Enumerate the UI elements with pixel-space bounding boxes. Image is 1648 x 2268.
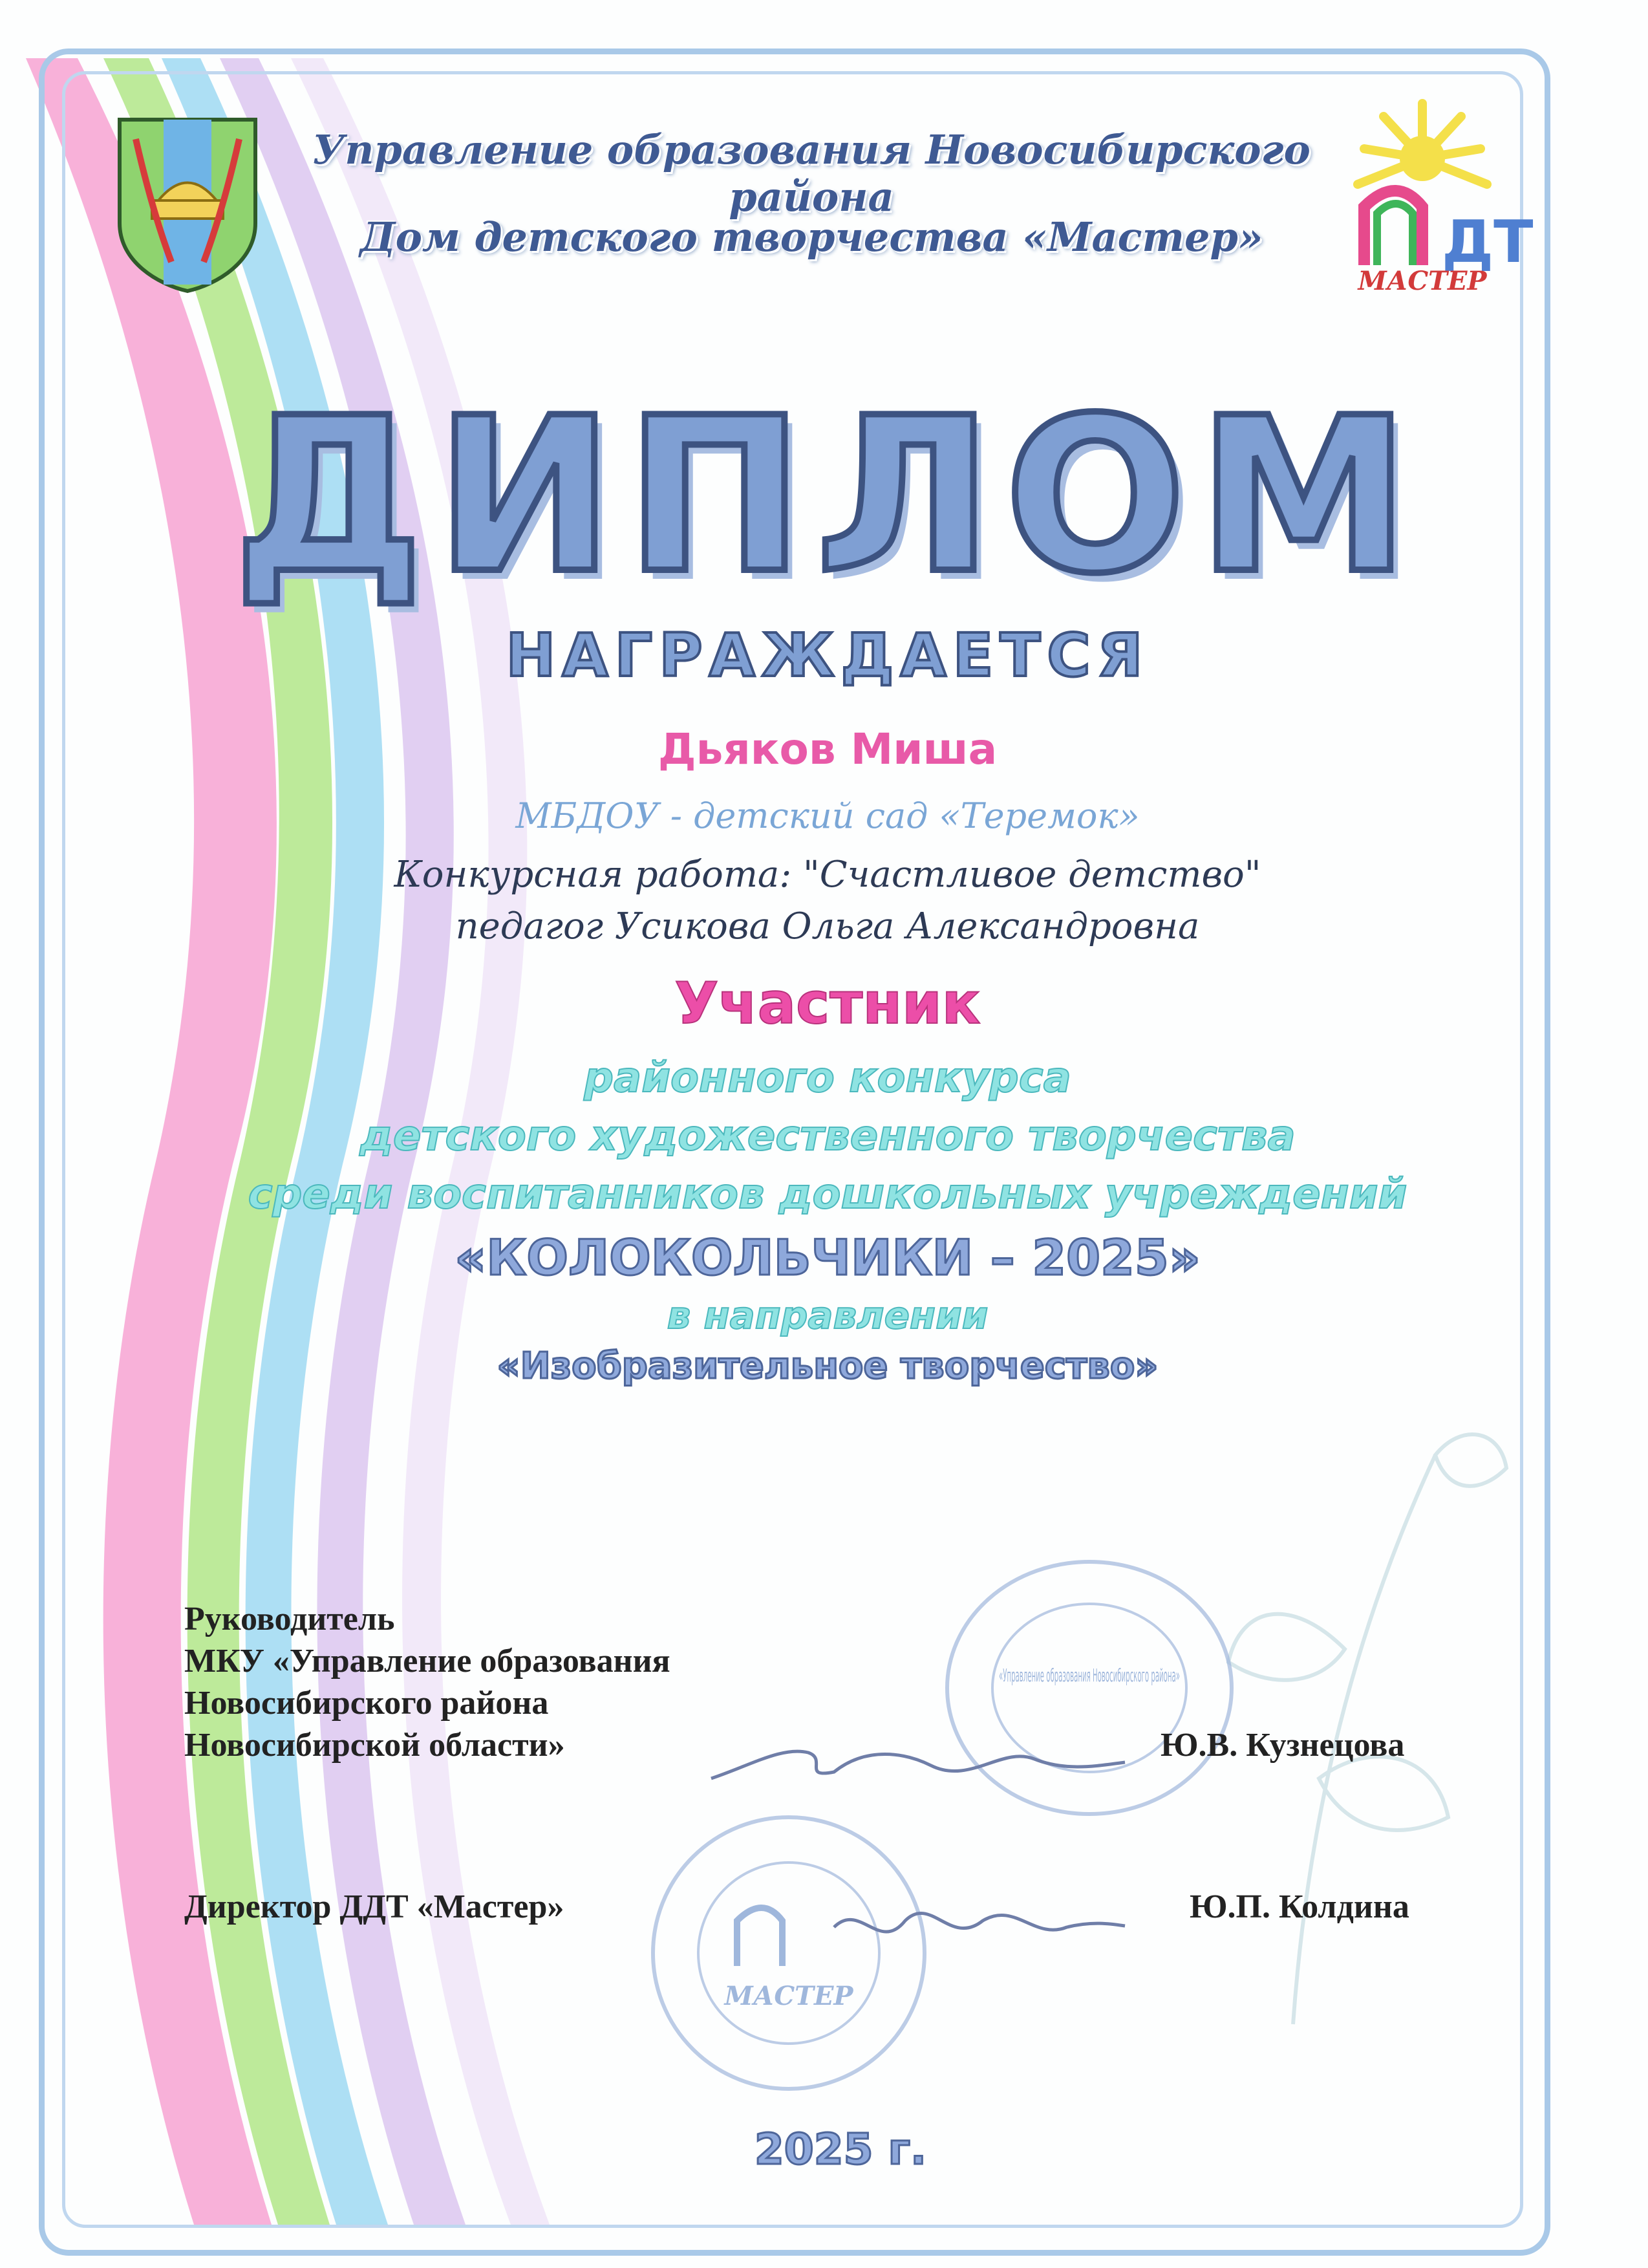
contest-name: «КОЛОКОЛЬЧИКИ – 2025»	[455, 1229, 1201, 1286]
head-title-line-1: Руководитель	[184, 1601, 395, 1637]
contest-line-2: детского художественного творчества	[359, 1112, 1296, 1160]
director-name: Ю.П. Колдина	[1190, 1888, 1409, 1925]
contest-work-title: Конкурсная работа: "Счастливое детство"	[394, 854, 1261, 896]
header-line-2: Дом детского творчества «Мастер»	[359, 213, 1263, 261]
recipient-name: Дьяков Миша	[658, 724, 998, 774]
logo-letters: ДТ	[1442, 208, 1534, 276]
direction-label: в направлении	[667, 1293, 989, 1337]
recipient-organization: МБДОУ - детский сад «Теремок»	[515, 795, 1140, 836]
head-title-line-4: Новосибирской области»	[184, 1727, 565, 1764]
issue-year: 2025 г.	[754, 2124, 927, 2174]
stamp1-text: «Управление образования Новосибирского района»	[999, 1665, 1180, 1686]
logo-word: МАСТЕР	[1358, 266, 1487, 296]
direction-name: «Изобразительное творчество»	[497, 1345, 1159, 1387]
header-line-1: Управление образования Новосибирского района	[312, 126, 1311, 221]
awarded-heading: НАГРАЖДАЕТСЯ	[506, 621, 1150, 690]
head-title-line-2: МКУ «Управление образования	[184, 1643, 670, 1679]
director-title: Директор ДДТ «Мастер»	[184, 1888, 564, 1925]
head-name: Ю.В. Кузнецова	[1161, 1727, 1405, 1764]
head-title-line-3: Новосибирского района	[184, 1685, 549, 1722]
signature-director	[821, 1875, 1131, 1979]
contest-line-3: среди воспитанников дошкольных учреждений	[248, 1171, 1407, 1218]
signature-head	[698, 1707, 1138, 1811]
district-coat-of-arms-icon	[113, 113, 262, 294]
stamp2-text: МАСТЕР	[724, 1981, 853, 2011]
diploma-title: ДИПЛОМ	[233, 372, 1422, 620]
teacher-name: педагог Усикова Ольга Александровна	[455, 905, 1200, 947]
participant-status: Участник	[674, 970, 981, 1037]
contest-line-1: районного конкурса	[584, 1054, 1071, 1102]
